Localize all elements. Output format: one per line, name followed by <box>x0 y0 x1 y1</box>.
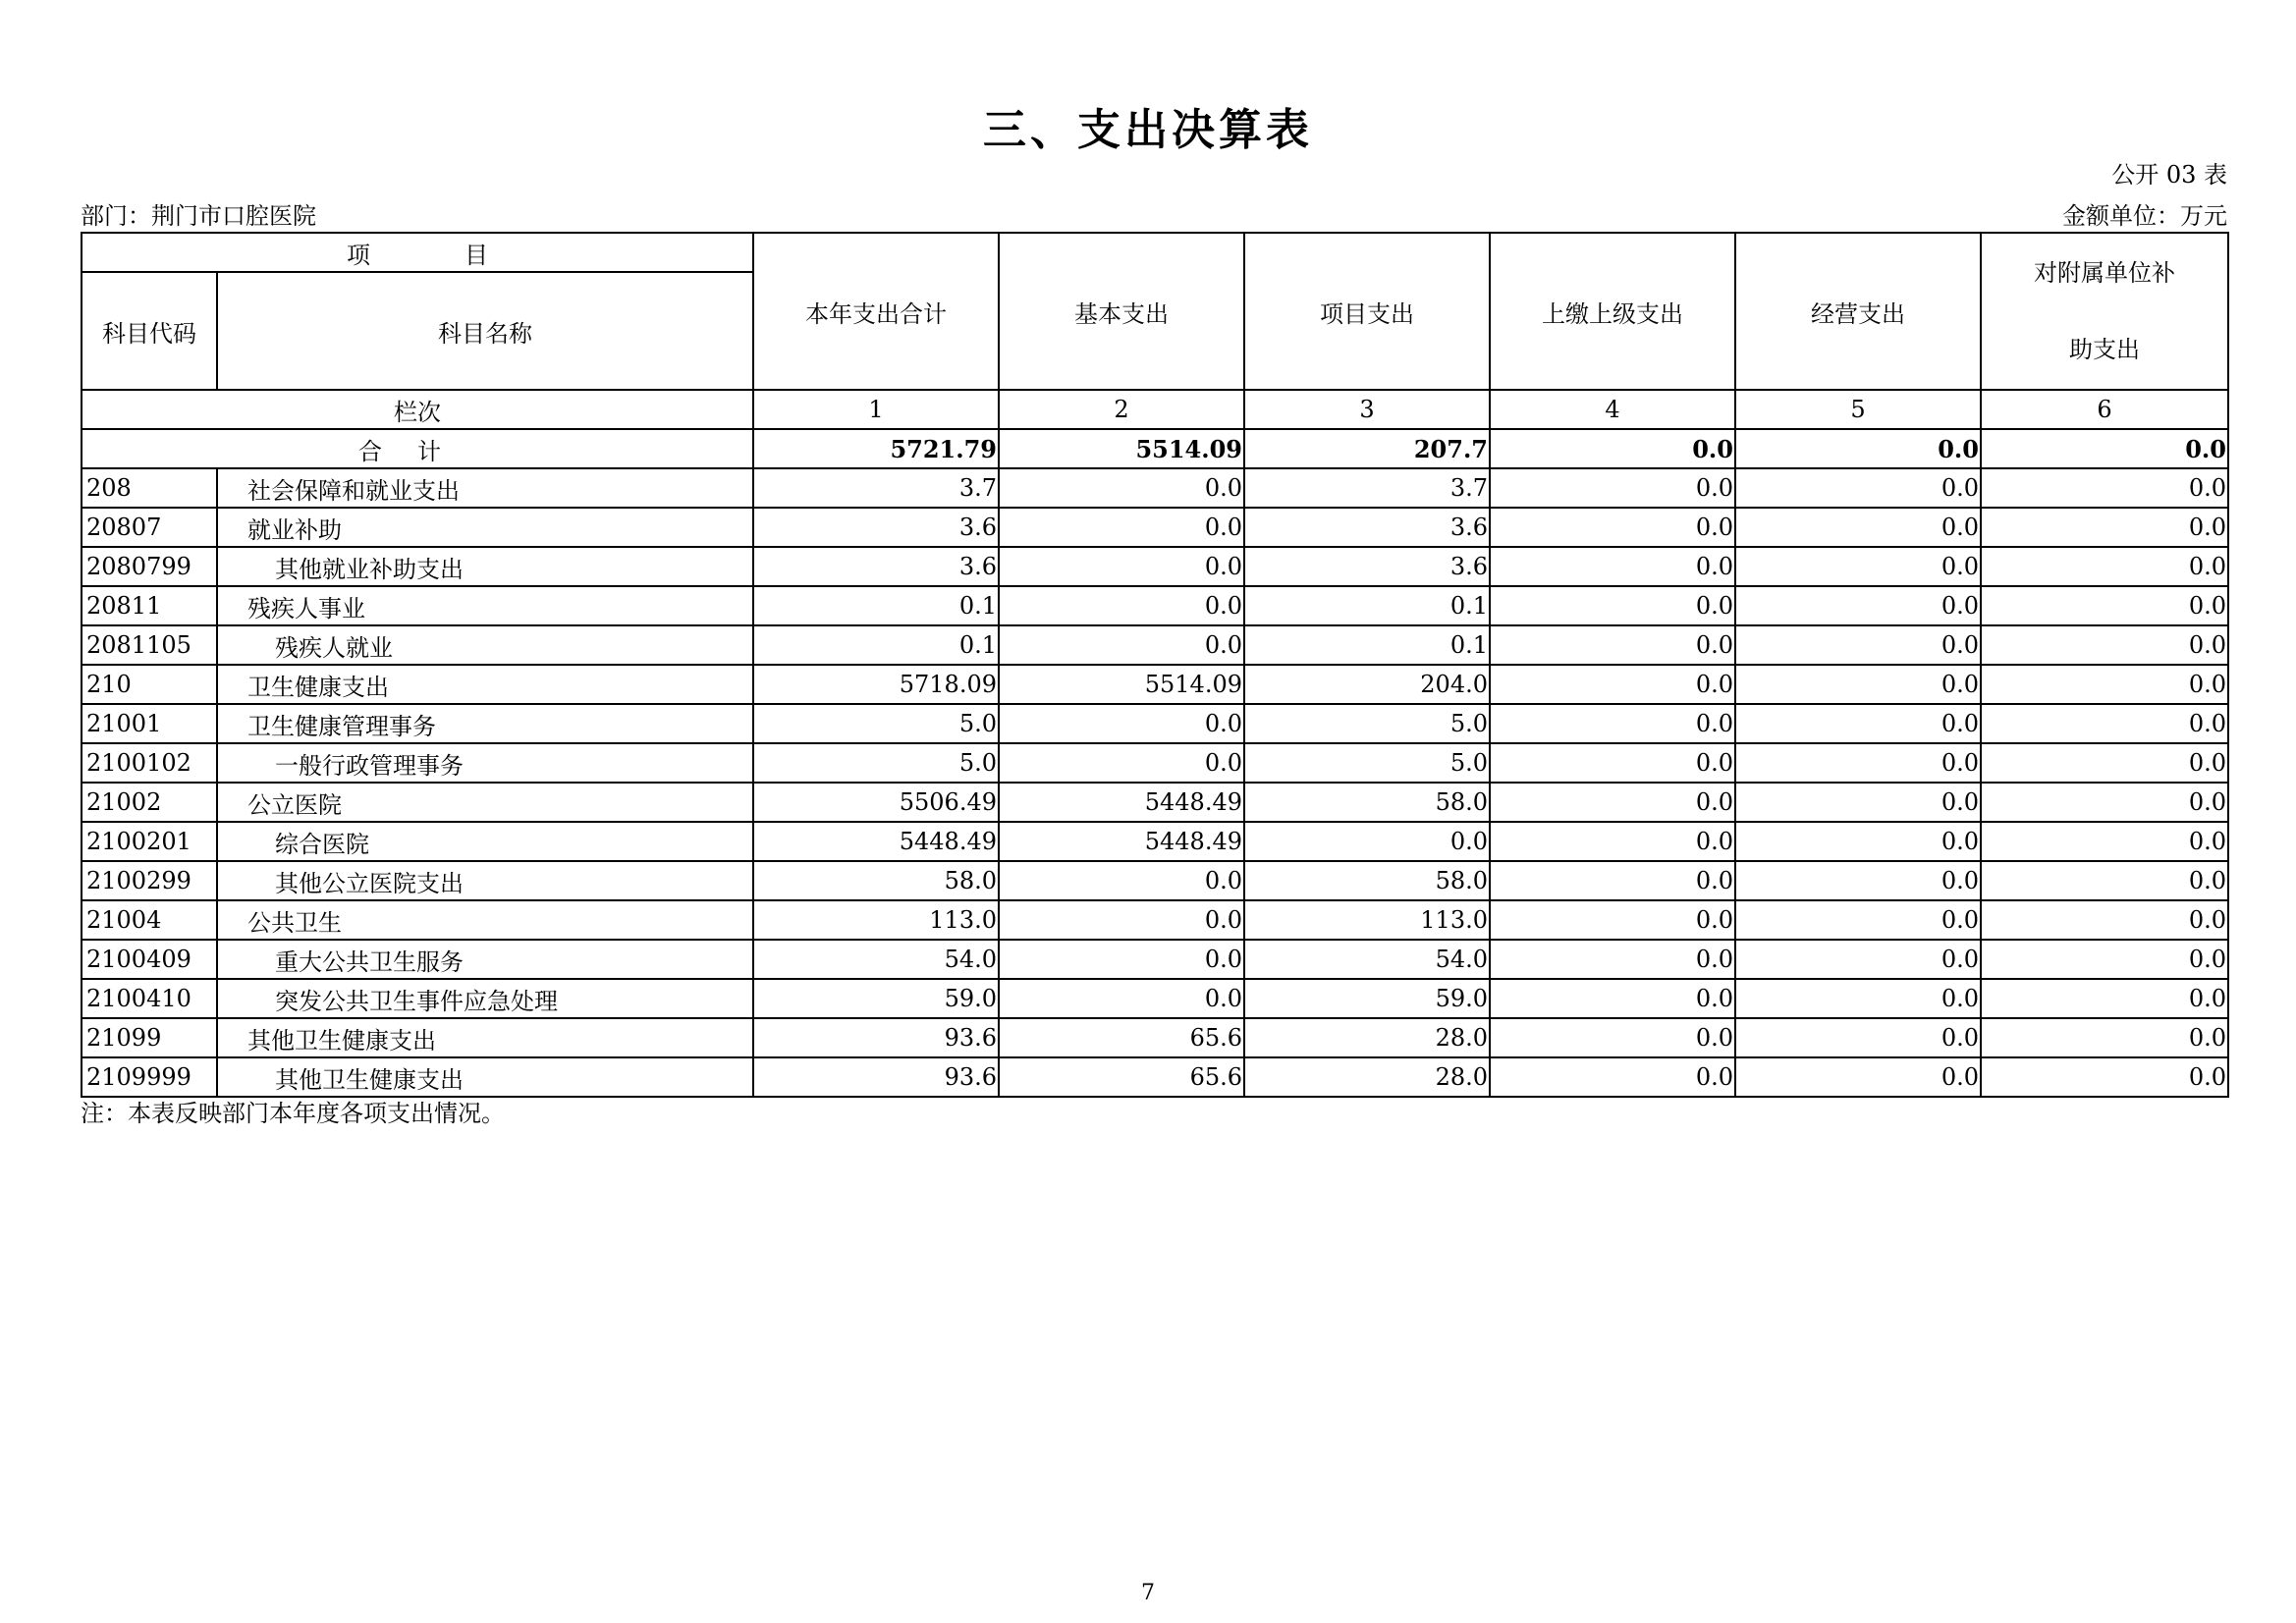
header-subject-code: 科目代码 <box>82 272 217 390</box>
amount-cell: 0.0 <box>1981 1018 2228 1057</box>
subject-name-cell: 重大公共卫生服务 <box>217 940 753 979</box>
expenditure-table <box>81 232 2229 1098</box>
amount-cell: 0.0 <box>1490 900 1735 940</box>
subject-code-cell: 210 <box>82 665 217 704</box>
amount-cell: 0.0 <box>1735 940 1981 979</box>
amount-cell: 5506.49 <box>753 783 999 822</box>
header-index: 3 <box>1244 390 1490 429</box>
amount-cell: 3.6 <box>753 508 999 547</box>
total-cell: 0.0 <box>1981 429 2228 468</box>
header-index: 5 <box>1735 390 1981 429</box>
amount-cell: 0.0 <box>1490 586 1735 625</box>
header-project-expenditure: 项目支出 <box>1244 233 1490 390</box>
total-cell: 0.0 <box>1735 429 1981 468</box>
amount-cell: 113.0 <box>753 900 999 940</box>
subject-name-cell: 其他卫生健康支出 <box>217 1057 753 1097</box>
table-row <box>82 704 2228 743</box>
page-title: 三、支出决算表 <box>983 105 1313 155</box>
amount-cell: 0.0 <box>999 508 1244 547</box>
amount-cell: 0.0 <box>999 900 1244 940</box>
subject-name-cell: 社会保障和就业支出 <box>217 468 753 508</box>
subject-code-cell: 2100102 <box>82 743 217 783</box>
subject-code-cell: 2080799 <box>82 547 217 586</box>
amount-cell: 0.0 <box>1490 547 1735 586</box>
amount-cell: 54.0 <box>753 940 999 979</box>
table-row <box>82 900 2228 940</box>
subject-code-cell: 2100299 <box>82 861 217 900</box>
subject-name-cell: 残疾人事业 <box>217 586 753 625</box>
subject-code-cell: 21002 <box>82 783 217 822</box>
amount-cell: 0.0 <box>1981 743 2228 783</box>
amount-cell: 5514.09 <box>999 665 1244 704</box>
subject-code-cell: 2100201 <box>82 822 217 861</box>
table-note: 注：本表反映部门本年度各项支出情况。 <box>81 1100 505 1127</box>
amount-cell: 0.0 <box>1735 625 1981 665</box>
table-row <box>82 547 2228 586</box>
table-row <box>82 861 2228 900</box>
subject-code-cell: 21004 <box>82 900 217 940</box>
amount-cell: 0.0 <box>1244 822 1490 861</box>
total-cell: 207.7 <box>1244 429 1490 468</box>
subject-code-cell: 208 <box>82 468 217 508</box>
amount-cell: 0.0 <box>1735 861 1981 900</box>
amount-cell: 54.0 <box>1244 940 1490 979</box>
total-cell: 5514.09 <box>999 429 1244 468</box>
header-basic-expenditure: 基本支出 <box>999 233 1244 390</box>
amount-cell: 0.0 <box>1490 940 1735 979</box>
page-number: 7 <box>1141 1581 1155 1605</box>
amount-cell: 3.7 <box>753 468 999 508</box>
amount-cell: 0.0 <box>999 743 1244 783</box>
amount-cell: 113.0 <box>1244 900 1490 940</box>
amount-cell: 5718.09 <box>753 665 999 704</box>
header-index: 4 <box>1490 390 1735 429</box>
amount-cell: 0.0 <box>999 468 1244 508</box>
amount-cell: 0.0 <box>1735 900 1981 940</box>
table-row <box>82 822 2228 861</box>
amount-cell: 0.0 <box>1981 979 2228 1018</box>
subject-name-cell: 其他公立医院支出 <box>217 861 753 900</box>
header-subject-name: 科目名称 <box>217 272 753 390</box>
subject-code-cell: 2081105 <box>82 625 217 665</box>
amount-cell: 59.0 <box>1244 979 1490 1018</box>
amount-cell: 93.6 <box>753 1018 999 1057</box>
header-index: 2 <box>999 390 1244 429</box>
subject-code-cell: 21099 <box>82 1018 217 1057</box>
table-row <box>82 586 2228 625</box>
subject-name-cell: 就业补助 <box>217 508 753 547</box>
table-row <box>82 1018 2228 1057</box>
amount-cell: 5.0 <box>753 743 999 783</box>
amount-cell: 5448.49 <box>999 822 1244 861</box>
amount-cell: 0.0 <box>999 625 1244 665</box>
amount-cell: 0.0 <box>1735 1018 1981 1057</box>
subject-code-cell: 2100410 <box>82 979 217 1018</box>
total-label: 合计 <box>82 429 753 468</box>
header-subsidiary-subsidy: 对附属单位补助支出 <box>1981 233 2228 390</box>
subject-name-cell: 一般行政管理事务 <box>217 743 753 783</box>
amount-cell: 0.1 <box>753 586 999 625</box>
department-label: 部门：荆门市口腔医院 <box>81 202 316 230</box>
subject-name-cell: 公共卫生 <box>217 900 753 940</box>
amount-cell: 0.0 <box>1735 979 1981 1018</box>
header-operating-expenditure: 经营支出 <box>1735 233 1981 390</box>
amount-cell: 0.0 <box>1735 822 1981 861</box>
subject-code-cell: 20811 <box>82 586 217 625</box>
amount-cell: 0.0 <box>1490 783 1735 822</box>
amount-cell: 0.1 <box>1244 625 1490 665</box>
amount-cell: 0.0 <box>1981 625 2228 665</box>
amount-cell: 0.0 <box>1735 1057 1981 1097</box>
amount-cell: 0.0 <box>1981 940 2228 979</box>
table-row <box>82 940 2228 979</box>
amount-cell: 0.0 <box>1981 783 2228 822</box>
amount-cell: 0.0 <box>1735 665 1981 704</box>
amount-cell: 0.0 <box>1981 861 2228 900</box>
amount-cell: 0.0 <box>1490 625 1735 665</box>
amount-cell: 0.0 <box>1735 704 1981 743</box>
table-row <box>82 665 2228 704</box>
total-row <box>82 429 2228 468</box>
amount-cell: 0.0 <box>1981 468 2228 508</box>
subject-code-cell: 2109999 <box>82 1057 217 1097</box>
table-body <box>82 429 2228 1097</box>
amount-cell: 0.0 <box>1490 1018 1735 1057</box>
subject-name-cell: 综合医院 <box>217 822 753 861</box>
subject-code-cell: 20807 <box>82 508 217 547</box>
header-total-expenditure: 本年支出合计 <box>753 233 999 390</box>
amount-cell: 58.0 <box>1244 783 1490 822</box>
amount-cell: 0.0 <box>1981 665 2228 704</box>
header-item-group: 项 目 <box>82 233 753 272</box>
table-row <box>82 979 2228 1018</box>
amount-cell: 0.1 <box>1244 586 1490 625</box>
amount-cell: 58.0 <box>1244 861 1490 900</box>
amount-cell: 0.0 <box>1490 468 1735 508</box>
amount-cell: 59.0 <box>753 979 999 1018</box>
header-row-index-label: 栏次 <box>82 390 753 429</box>
amount-cell: 0.0 <box>1490 861 1735 900</box>
amount-cell: 0.0 <box>1981 704 2228 743</box>
amount-cell: 0.0 <box>1981 547 2228 586</box>
amount-cell: 0.0 <box>1735 547 1981 586</box>
amount-cell: 0.0 <box>1981 900 2228 940</box>
amount-cell: 0.0 <box>1981 1057 2228 1097</box>
subject-name-cell: 卫生健康管理事务 <box>217 704 753 743</box>
amount-cell: 65.6 <box>999 1057 1244 1097</box>
table-row <box>82 743 2228 783</box>
subject-name-cell: 其他就业补助支出 <box>217 547 753 586</box>
amount-cell: 0.0 <box>1490 665 1735 704</box>
amount-cell: 0.0 <box>1490 508 1735 547</box>
amount-cell: 204.0 <box>1244 665 1490 704</box>
amount-cell: 3.6 <box>753 547 999 586</box>
amount-cell: 0.0 <box>1490 704 1735 743</box>
amount-cell: 0.0 <box>1981 586 2228 625</box>
header-index: 1 <box>753 390 999 429</box>
amount-cell: 0.0 <box>999 940 1244 979</box>
header-index: 6 <box>1981 390 2228 429</box>
amount-cell: 3.6 <box>1244 547 1490 586</box>
amount-unit-label: 金额单位：万元 <box>2062 202 2227 230</box>
amount-cell: 0.0 <box>1490 822 1735 861</box>
table-row <box>82 468 2228 508</box>
amount-cell: 5.0 <box>1244 704 1490 743</box>
amount-cell: 0.0 <box>1735 586 1981 625</box>
amount-cell: 0.0 <box>1981 508 2228 547</box>
amount-cell: 3.7 <box>1244 468 1490 508</box>
amount-cell: 5448.49 <box>999 783 1244 822</box>
amount-cell: 5.0 <box>753 704 999 743</box>
table-row <box>82 508 2228 547</box>
table-row <box>82 625 2228 665</box>
amount-cell: 0.0 <box>999 979 1244 1018</box>
total-cell: 0.0 <box>1490 429 1735 468</box>
amount-cell: 0.0 <box>1735 468 1981 508</box>
subject-name-cell: 公立医院 <box>217 783 753 822</box>
amount-cell: 0.0 <box>1981 822 2228 861</box>
subject-name-cell: 卫生健康支出 <box>217 665 753 704</box>
amount-cell: 0.0 <box>1735 508 1981 547</box>
subject-code-cell: 21001 <box>82 704 217 743</box>
form-number: 公开 03 表 <box>2111 161 2227 189</box>
header-remit-superior: 上缴上级支出 <box>1490 233 1735 390</box>
amount-cell: 5448.49 <box>753 822 999 861</box>
amount-cell: 58.0 <box>753 861 999 900</box>
amount-cell: 0.0 <box>1490 743 1735 783</box>
subject-code-cell: 2100409 <box>82 940 217 979</box>
table-row <box>82 783 2228 822</box>
amount-cell: 28.0 <box>1244 1057 1490 1097</box>
amount-cell: 0.0 <box>999 586 1244 625</box>
amount-cell: 0.0 <box>999 547 1244 586</box>
amount-cell: 5.0 <box>1244 743 1490 783</box>
amount-cell: 93.6 <box>753 1057 999 1097</box>
amount-cell: 0.0 <box>999 704 1244 743</box>
subject-name-cell: 残疾人就业 <box>217 625 753 665</box>
amount-cell: 3.6 <box>1244 508 1490 547</box>
amount-cell: 0.0 <box>1735 783 1981 822</box>
amount-cell: 0.1 <box>753 625 999 665</box>
subject-name-cell: 突发公共卫生事件应急处理 <box>217 979 753 1018</box>
subject-name-cell: 其他卫生健康支出 <box>217 1018 753 1057</box>
amount-cell: 0.0 <box>1490 979 1735 1018</box>
amount-cell: 65.6 <box>999 1018 1244 1057</box>
amount-cell: 0.0 <box>1490 1057 1735 1097</box>
table-row <box>82 1057 2228 1097</box>
amount-cell: 0.0 <box>1735 743 1981 783</box>
amount-cell: 0.0 <box>999 861 1244 900</box>
amount-cell: 28.0 <box>1244 1018 1490 1057</box>
total-cell: 5721.79 <box>753 429 999 468</box>
